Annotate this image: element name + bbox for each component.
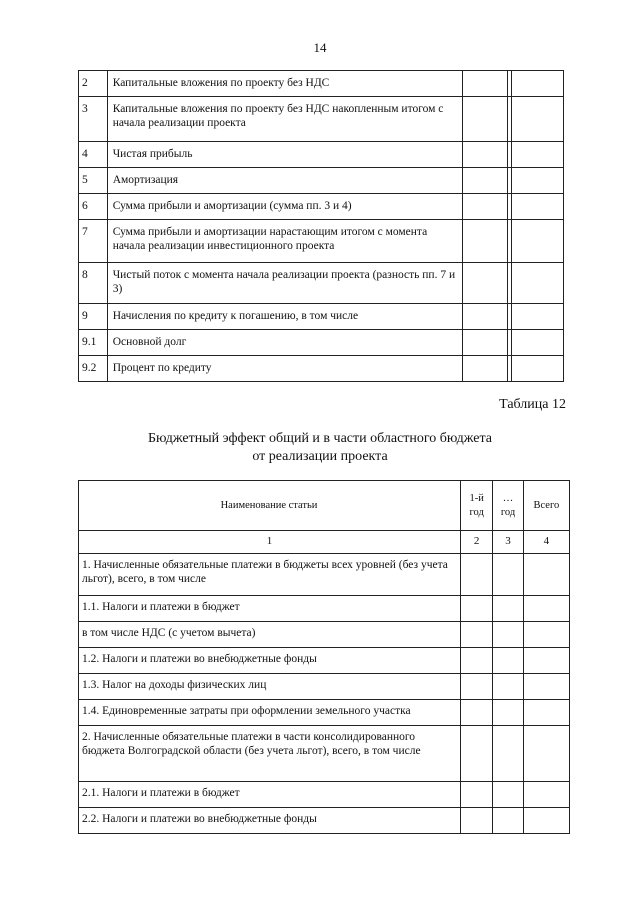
column-index: 1	[79, 531, 461, 554]
value-cell	[462, 263, 508, 304]
row-number: 9	[79, 304, 108, 330]
row-number: 9.1	[79, 330, 108, 356]
investment-flow-table	[78, 70, 564, 382]
value-cell	[493, 596, 523, 622]
row-number: 5	[79, 168, 108, 194]
table-row	[79, 554, 570, 596]
row-number: 6	[79, 194, 108, 220]
value-cell	[493, 554, 523, 596]
row-text: 2.2. Налоги и платежи во внебюджетные фонды	[79, 808, 461, 834]
row-text: 1.3. Налог на доходы физических лиц	[79, 674, 461, 700]
table-row	[79, 648, 570, 674]
row-text: Чистый поток с момента начала реализации проекта (разность пп. 7 и 3)	[107, 263, 462, 304]
value-cell	[493, 648, 523, 674]
value-cell	[523, 622, 569, 648]
table-row	[79, 808, 570, 834]
row-text: 1.4. Единовременные затраты при оформлении земельного участка	[79, 700, 461, 726]
table-row	[79, 726, 570, 782]
value-cell	[462, 304, 508, 330]
column-index: 3	[493, 531, 523, 554]
table-row	[79, 356, 564, 382]
value-cell	[523, 554, 569, 596]
row-number: 7	[79, 220, 108, 263]
value-cell	[523, 726, 569, 782]
value-cell	[462, 194, 508, 220]
value-cell	[512, 356, 564, 382]
value-cell	[523, 674, 569, 700]
page-number: 14	[313, 40, 327, 55]
value-cell	[462, 142, 508, 168]
value-cell	[493, 622, 523, 648]
row-text: 1.1. Налоги и платежи в бюджет	[79, 596, 461, 622]
row-text: 1.2. Налоги и платежи во внебюджетные фонды	[79, 648, 461, 674]
value-cell	[462, 97, 508, 142]
value-cell	[493, 726, 523, 782]
table-row	[79, 304, 564, 330]
value-cell	[462, 71, 508, 97]
header-total: Всего	[523, 481, 569, 531]
value-cell	[493, 674, 523, 700]
row-text: Чистая прибыль	[107, 142, 462, 168]
value-cell	[493, 782, 523, 808]
value-cell	[461, 596, 493, 622]
value-cell	[523, 596, 569, 622]
budget-effect-table	[78, 480, 570, 834]
table-row	[79, 97, 564, 142]
value-cell	[462, 220, 508, 263]
value-cell	[512, 97, 564, 142]
table-row	[79, 782, 570, 808]
header-year-1: 1-й год	[461, 481, 493, 531]
row-text: Сумма прибыли и амортизации (сумма пп. 3 и 4)	[107, 194, 462, 220]
value-cell	[462, 356, 508, 382]
value-cell	[493, 808, 523, 834]
row-number: 3	[79, 97, 108, 142]
value-cell	[523, 782, 569, 808]
header-name: Наименование статьи	[79, 481, 461, 531]
row-text: Начисления по кредиту к погашению, в том числе	[107, 304, 462, 330]
table-header-row	[79, 481, 570, 531]
value-cell	[461, 726, 493, 782]
table-title	[0, 430, 640, 466]
row-text: 1. Начисленные обязательные платежи в бюджеты всех уровней (без учета льгот), всего, в том числе	[79, 554, 461, 596]
table-title-line-2: от реализации проекта	[252, 449, 388, 464]
row-text: 2.1. Налоги и платежи в бюджет	[79, 782, 461, 808]
column-index: 4	[523, 531, 569, 554]
value-cell	[512, 304, 564, 330]
row-text: 2. Начисленные обязательные платежи в части консолидированного бюджета Волгоградской области (без учета льгот), всего, в том числе	[79, 726, 461, 782]
table-row	[79, 330, 564, 356]
row-number: 8	[79, 263, 108, 304]
table-row	[79, 596, 570, 622]
value-cell	[512, 168, 564, 194]
row-text: Основной долг	[107, 330, 462, 356]
value-cell	[493, 700, 523, 726]
row-text: Сумма прибыли и амортизации нарастающим итогом с момента начала реализации инвестиционного проекта	[107, 220, 462, 263]
value-cell	[461, 622, 493, 648]
value-cell	[523, 808, 569, 834]
column-index-row	[79, 531, 570, 554]
table-row	[79, 263, 564, 304]
value-cell	[461, 554, 493, 596]
value-cell	[461, 674, 493, 700]
table-row	[79, 168, 564, 194]
value-cell	[462, 168, 508, 194]
value-cell	[512, 263, 564, 304]
row-text: Капитальные вложения по проекту без НДС	[107, 71, 462, 97]
table-row	[79, 220, 564, 263]
value-cell	[512, 71, 564, 97]
header-year-n: … год	[493, 481, 523, 531]
table-row	[79, 700, 570, 726]
value-cell	[523, 648, 569, 674]
value-cell	[462, 330, 508, 356]
value-cell	[461, 808, 493, 834]
table-row	[79, 71, 564, 97]
table-title-line-1: Бюджетный эффект общий и в части областного бюджета	[147, 431, 493, 446]
value-cell	[512, 220, 564, 263]
table-row	[79, 674, 570, 700]
table-row	[79, 622, 570, 648]
column-index: 2	[461, 531, 493, 554]
table-label: Таблица 12	[499, 397, 566, 412]
row-number: 2	[79, 71, 108, 97]
row-number: 9.2	[79, 356, 108, 382]
row-text: Капитальные вложения по проекту без НДС накопленным итогом с начала реализации проекта	[107, 97, 462, 142]
row-text: в том числе НДС (с учетом вычета)	[79, 622, 461, 648]
value-cell	[523, 700, 569, 726]
value-cell	[461, 782, 493, 808]
value-cell	[461, 700, 493, 726]
table-row	[79, 194, 564, 220]
row-text: Процент по кредиту	[107, 356, 462, 382]
value-cell	[512, 330, 564, 356]
value-cell	[512, 194, 564, 220]
row-number: 4	[79, 142, 108, 168]
value-cell	[461, 648, 493, 674]
table-row	[79, 142, 564, 168]
value-cell	[512, 142, 564, 168]
row-text: Амортизация	[107, 168, 462, 194]
